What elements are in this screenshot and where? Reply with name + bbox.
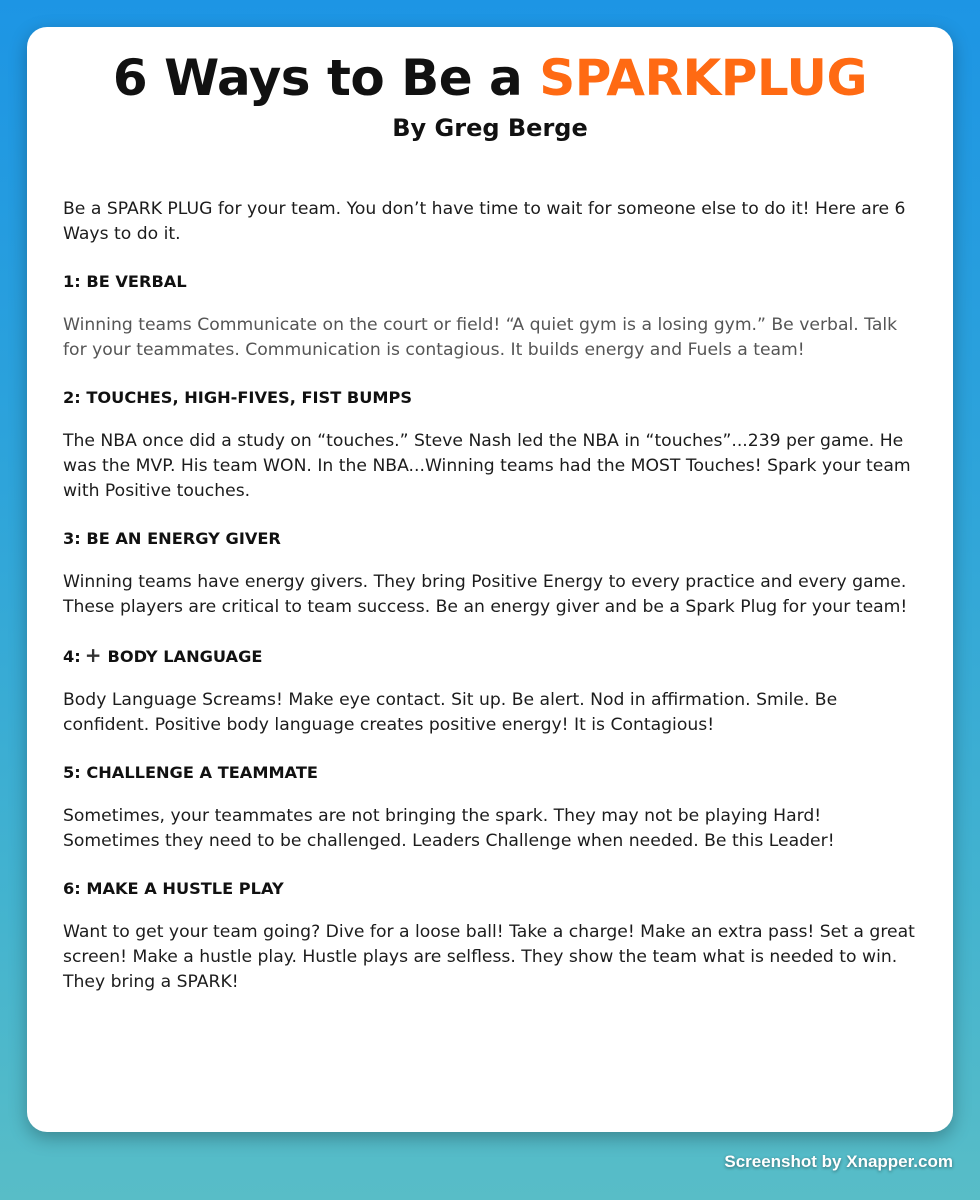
watermark: Screenshot by Xnapper.com [724,1152,953,1171]
byline: By Greg Berge [392,114,588,142]
section-energy-giver [63,528,917,620]
intro-paragraph: Be a SPARK PLUG for your team. You don’t have time to wait for someone else to do it! Here are 6 Ways to do it. [63,199,906,244]
section-body: Winning teams Communicate on the court or field! “A quiet gym is a losing gym.” Be verbal. Talk for your teammates. Communication is contagious. It builds energy and Fuels a team! [63,315,898,360]
section-heading: 3: BE AN ENERGY GIVER [63,529,281,548]
section-number: 4: [63,647,81,666]
section-heading: 2: TOUCHES, HIGH-FIVES, FIST BUMPS [63,388,413,407]
page-title [63,27,917,109]
article-card [27,27,953,1132]
section-body: Sometimes, your teammates are not bringing the spark. They may not be playing Hard! Sometimes they need to be challenged. Leaders Challenge when needed. Be this Leader! [63,806,835,851]
section-body: The NBA once did a study on “touches.” Steve Nash led the NBA in “touches”...239 per game. He was the MVP. His team WON. In the NBA...Winning teams had the MOST Touches! Spark your team with Positive touches. [63,431,911,501]
section-body: Want to get your team going? Dive for a loose ball! Take a charge! Make an extra pass! Set a great screen! Make a hustle play. Hustle plays are selfless. They show the team what is needed to win. They bring a SPARK! [63,922,915,992]
section-heading-text: BODY LANGUAGE [107,647,263,666]
section-be-verbal [63,271,917,363]
section-heading [63,644,917,668]
section-heading: 5: CHALLENGE A TEAMMATE [63,763,318,782]
title-main: 6 Ways to Be a [112,49,540,107]
title-accent: SPARKPLUG [539,49,868,107]
section-hustle-play [63,878,917,995]
section-body: Winning teams have energy givers. They bring Positive Energy to every practice and every game. These players are critical to team success. Be an energy giver and be a Spark Plug for your team! [63,572,908,617]
section-body-language [63,644,917,738]
section-body: Body Language Screams! Make eye contact. Sit up. Be alert. Nod in affirmation. Smile. Be confident. Positive body language creates positive energy! It is Contagious! [63,690,838,735]
section-heading: 1: BE VERBAL [63,272,187,291]
plus-icon: + [84,643,102,667]
section-heading: 6: MAKE A HUSTLE PLAY [63,879,284,898]
section-challenge-teammate [63,762,917,854]
section-touches [63,387,917,504]
